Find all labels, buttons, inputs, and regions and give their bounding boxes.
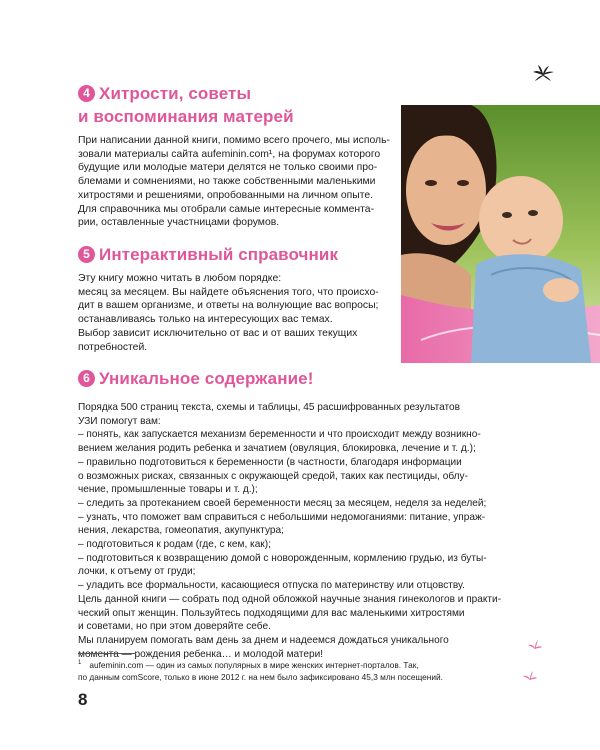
- paragraph-line: будущие или молодые матери делятся не только своими про-: [78, 162, 378, 174]
- paragraph-line: момента — рождения ребенка… и молодой матери!: [78, 648, 324, 660]
- paragraph-line: и советами, но при этом доверяйте себе.: [78, 621, 271, 633]
- paragraph-line: УЗИ помогут вам:: [78, 415, 161, 427]
- footnote: [78, 657, 528, 683]
- list-item-line: – следить за протеканием своей беременности месяц за месяцем, неделя за неделей;: [78, 497, 487, 509]
- pink-flower-icon: [527, 639, 543, 653]
- paragraph-line: Цель данной книги — собрать под одной обложкой научные знания гинекологов и практи-: [78, 593, 502, 605]
- list-item-line: – правильно подготовиться к беременности (в частности, благодаря информации: [78, 456, 462, 468]
- list-item-line: о возможных рисках, связанных с окружающей средой, таких как пестициды, облу-: [78, 470, 468, 482]
- list-item-line: – уладить все формальности, касающиеся отпуска по материнству или отцовству.: [78, 580, 465, 592]
- list-item-line: нения, лекарства, гомеопатия, акупунктура;: [78, 525, 284, 537]
- section-4-number-badge: 4: [78, 85, 95, 102]
- paragraph-line: рии, оставленные участницами форумов.: [78, 217, 280, 229]
- section-5-number-badge: 5: [78, 246, 95, 263]
- paragraph-line: Порядка 500 страниц текста, схемы и таблицы, 45 расшифрованных результатов: [78, 402, 460, 413]
- section-5-body: [78, 272, 408, 354]
- list-item-line: – узнать, что поможет вам справиться с небольшими недомоганиями: питание, упраж-: [78, 511, 486, 523]
- footnote-line2: по данным comScore, только в июне 2012 г. на нем было зафиксировано 45,3 млн посещений.: [78, 671, 443, 682]
- paragraph-line: ческий опыт женщин. Пользуйтесь подходящими для вас маленькими хитростями: [78, 607, 465, 619]
- list-item-line: – подготовиться к родам (где, с кем, как);: [78, 539, 271, 551]
- paragraph-line: блемами и сомнениями, но также собственными маленькими: [78, 176, 376, 188]
- paragraph-line: хитростями и решениями, опробованными на личном опыте.: [78, 189, 374, 201]
- paragraph-line: Мы планируем помогать вам день за днем и надеемся дождаться уникального: [78, 634, 449, 646]
- footnote-divider: [78, 653, 136, 654]
- section-4-title-line2: и воспоминания матерей: [78, 107, 294, 126]
- section-5-heading: [78, 244, 398, 266]
- section-4-title-line1: Хитрости, советы: [99, 84, 252, 103]
- footnote-marker: 1: [78, 660, 82, 666]
- paragraph-line: дит в вашем организме, и ответы на волнующие вас вопросы;: [78, 300, 379, 312]
- paragraph-line: Эту книгу можно читать в любом порядке:: [78, 273, 282, 284]
- list-item-line: – понять, как запускается механизм беременности и что происходит между возникно-: [78, 429, 481, 441]
- section-4-body: [78, 134, 408, 230]
- paragraph-line: потребностей.: [78, 341, 148, 353]
- list-item-line: – подготовиться к возвращению домой с новорожденным, кормлению грудью, из буты-: [78, 552, 487, 564]
- paragraph-line: месяц за месяцем. Вы найдете объяснения того, что происхо-: [78, 286, 379, 298]
- mother-baby-photo: [401, 105, 600, 363]
- paragraph-line: Для справочника мы отобрали самые интересные коммента-: [78, 203, 375, 215]
- section-5-title: Интерактивный справочник: [99, 245, 339, 264]
- section-4-heading: [78, 83, 408, 128]
- section-6-body: [78, 401, 538, 661]
- page-number: 8: [78, 690, 88, 709]
- paragraph-line: Выбор зависит исключительно от вас и от ваших текущих: [78, 327, 358, 339]
- section-6-number-badge: 6: [78, 370, 95, 387]
- footnote-line1: aufeminin.com — один из самых популярных в мире женских интернет-порталов. Так,: [89, 659, 419, 670]
- section-6-heading: [78, 368, 408, 390]
- paragraph-line: При написании данной книги, помимо всего прочего, мы исполь-: [78, 135, 390, 146]
- pink-flower-icon: [522, 670, 538, 684]
- list-item-line: лочки, к отъему от груди;: [78, 566, 196, 578]
- top-ornament-icon: [531, 64, 555, 82]
- paragraph-line: останавливаясь только на интересующих вас темах.: [78, 314, 333, 326]
- list-item-line: чение, промышленные товары и т. д.);: [78, 484, 258, 496]
- section-6-title: Уникальное содержание!: [99, 369, 314, 388]
- list-item-line: вением желания родить ребенка и зачатием (овуляция, блокировка, лечение и т. д.);: [78, 443, 476, 455]
- paragraph-line: зовали материалы сайта aufeminin.com¹, на форумах которого: [78, 148, 381, 160]
